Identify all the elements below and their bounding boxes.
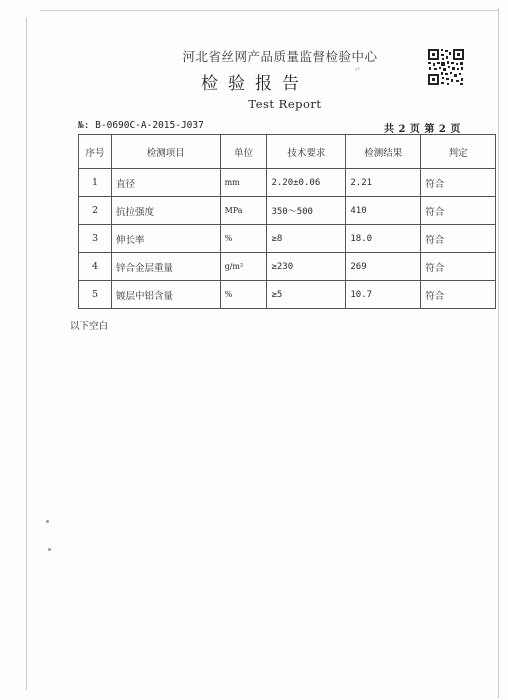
cell-verdict: 符合	[421, 169, 496, 197]
cell-result: 18.0	[346, 225, 421, 253]
cell-requirement: ≥230	[267, 253, 346, 281]
cell-verdict: 符合	[421, 281, 496, 309]
page-edge-right	[498, 8, 499, 698]
cell-no: 2	[79, 197, 112, 225]
cell-no: 4	[79, 253, 112, 281]
cell-unit: %	[220, 225, 267, 253]
qr-code-icon	[427, 48, 465, 86]
cell-unit: g/m²	[220, 253, 267, 281]
table-header-row	[79, 135, 496, 169]
column-header-no: 序号	[79, 135, 112, 169]
cell-requirement: 2.20±0.06	[267, 169, 346, 197]
table-row	[79, 225, 496, 253]
cell-item: 镀层中铝含量	[111, 281, 220, 309]
cell-unit: mm	[220, 169, 267, 197]
cell-unit: %	[220, 281, 267, 309]
cell-no: 1	[79, 169, 112, 197]
test-results-table	[78, 134, 496, 309]
table-row	[79, 169, 496, 197]
column-header-unit: 单位	[220, 135, 267, 169]
table-row	[79, 197, 496, 225]
scan-speck	[48, 548, 51, 551]
cell-result: 410	[346, 197, 421, 225]
page-edge-top	[40, 10, 498, 11]
cell-item: 伸长率	[111, 225, 220, 253]
blank-below-note: 以下空白	[70, 321, 109, 332]
cell-unit: MPa	[220, 197, 267, 225]
cell-requirement: ≥8	[267, 225, 346, 253]
cell-item: 直径	[111, 169, 220, 197]
report-number: №: B-0690C-A-2015-J037	[78, 120, 204, 131]
cell-verdict: 符合	[421, 225, 496, 253]
column-header-item: 检测项目	[111, 135, 220, 169]
cell-result: 10.7	[346, 281, 421, 309]
report-subtitle: Test Report	[248, 97, 322, 111]
cell-item: 抗拉强度	[111, 197, 220, 225]
scan-speck	[46, 520, 49, 523]
organization-name: 河北省丝网产品质量监督检验中心	[182, 49, 378, 64]
cell-result: 269	[346, 253, 421, 281]
cell-no: 5	[79, 281, 112, 309]
report-title: 检验报告	[201, 74, 309, 94]
column-header-result: 检测结果	[346, 135, 421, 169]
column-header-verdict: 判定	[421, 135, 496, 169]
page-count: 共 2 页 第 2 页	[384, 124, 461, 135]
cell-verdict: 符合	[421, 253, 496, 281]
column-header-requirement: 技术要求	[267, 135, 346, 169]
cell-item: 锌合金层重量	[111, 253, 220, 281]
cell-requirement: 350～500	[267, 197, 346, 225]
table-row	[79, 253, 496, 281]
page-edge-left	[26, 18, 27, 690]
cell-verdict: 符合	[421, 197, 496, 225]
cell-result: 2.21	[346, 169, 421, 197]
table-row	[79, 281, 496, 309]
cell-no: 3	[79, 225, 112, 253]
cell-requirement: ≥5	[267, 281, 346, 309]
stray-mark: ,,	[352, 61, 362, 73]
